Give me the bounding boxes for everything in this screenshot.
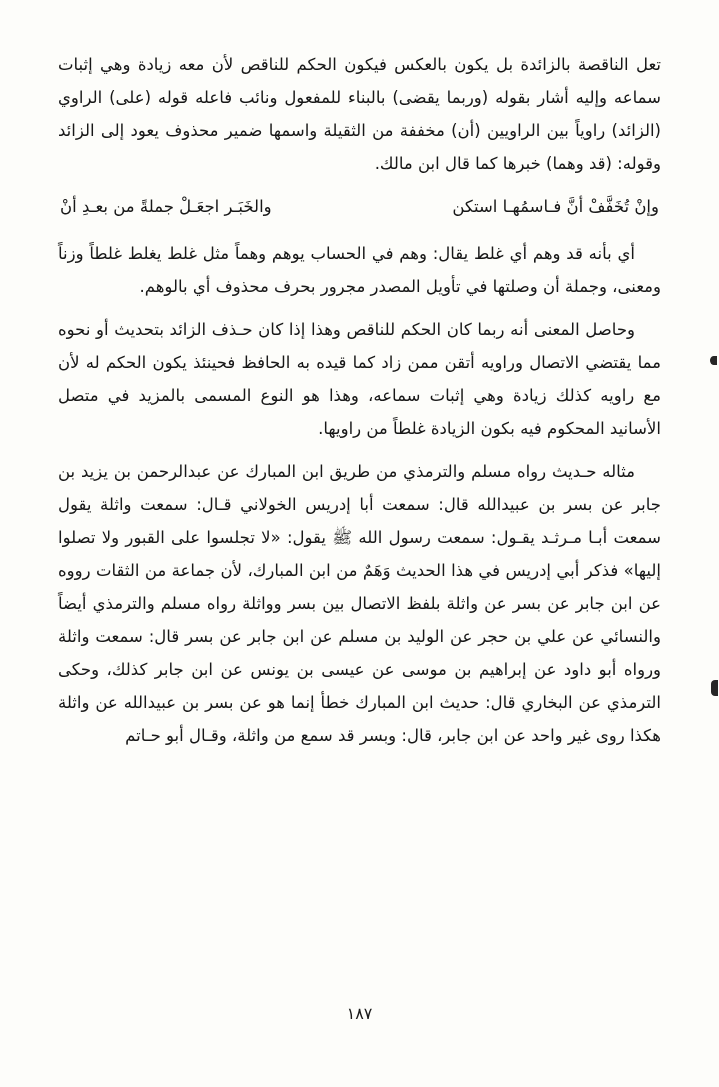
page-number: ١٨٧	[346, 1004, 373, 1023]
page-text	[58, 48, 661, 752]
poetry-verse	[58, 190, 661, 223]
paragraph-commentary-continuation: تعل الناقصة بالزائدة بل يكون بالعكس فيكون الحكم للناقص لأن معه زيادة وهي إثبات سماعه وإليه أشار بقوله (وربما يقضى) بالبناء للمفعول ونائب فاعله قوله (على) الراوي (الزائد) راوياً بين الراويين (أن) مخففة من الثقيلة واسمها ضمير محذوف يعود إلى الزائد وقوله: (قد وهما) خبرها كما قال ابن مالك.	[58, 55, 661, 173]
paragraph-explanation: أي بأنه قد وهم أي غلط يقال: وهم في الحساب يوهم وهماً مثل غلط يغلط غلطاً وزناً ومعنى، وجملة أن وصلتها في تأويل المصدر مجرور بحرف محذوف أي بالوهم.	[58, 244, 661, 296]
paragraph-summary: وحاصل المعنى أنه ربما كان الحكم للناقص وهذا إذا كان حـذف الزائد بتحديث أو نحوه مما يقتضي الاتصال وراويه أتقن ممن زاد كما قيده به الحافظ فحينئذ يكون الحكم له لأن مع راويه كذلك زيادة وهي إثبات سماعه، وهذا هو النوع المسمى بالمزيد في متصل الأسانيد المحكوم فيه بكون الزيادة غلطاً من راويها.	[58, 320, 661, 438]
verse-second-hemistich: والخَبَـر اجعَـلْ جملةً من بعـدِ أنْ	[60, 197, 272, 216]
page-footer	[0, 1004, 719, 1023]
scan-artifact-dash	[711, 680, 718, 696]
paragraph-example-hadith: مثاله حـديث رواه مسلم والترمذي من طريق ابن المبارك عن عبدالرحمن بن يزيد بن جابر عن بسر بن عبيدالله قال: سمعت أبا إدريس الخولاني قـال: سمعت واثلة يقول سمعت أبـا مـرثـد يقـول: سمعت رسول الله ﷺ يقول: «لا تجلسوا على القبور ولا تصلوا إليها» فذكر أبي إدريس في هذا الحديث وَهَمٌ من ابن المبارك، لأن جماعة من الثقات رووه عن ابن جابر عن بسر عن واثلة بلفظ الاتصال بين بسر وواثلة رواه مسلم والترمذي أيضاً والنسائي عن علي بن حجر عن الوليد بن مسلم عن ابن جابر عن بسر قال: سمعت واثلة ورواه أبو داود عن إبراهيم بن موسى عن عيسى بن يونس عن ابن جابر كذلك، وحكى الترمذي عن البخاري قال: حديث ابن المبارك خطأ إنما هو عن بسر بن عبيدالله عن واثلة هكذا روى غير واحد عن ابن جابر، قال: وبسر قد سمع من واثلة، وقـال أبو حـاتم	[58, 462, 661, 745]
scan-artifact-dot	[710, 356, 717, 365]
verse-first-hemistich: وإنْ تُخَفَّفْ أنَّ فـاسمُهـا استكن	[452, 197, 659, 216]
